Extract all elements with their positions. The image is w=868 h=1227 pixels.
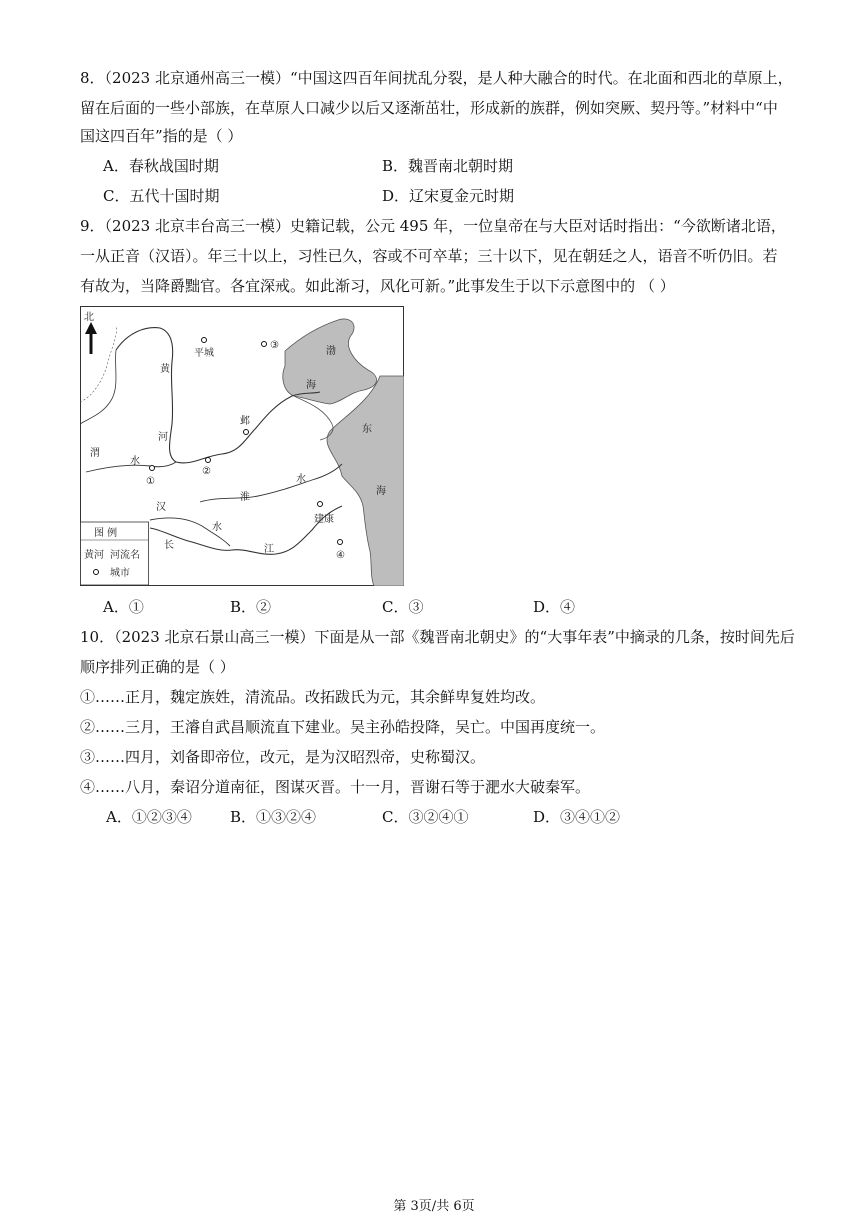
q8-option-d[interactable]: D．辽宋夏金元时期 <box>382 187 515 205</box>
q10-option-c[interactable]: C．③②④① <box>382 808 469 826</box>
q8-option-a[interactable]: A．春秋战国时期 <box>103 157 219 175</box>
marker-2-dot <box>206 458 211 463</box>
q8-stem-line-1: 8．（2023 北京通州高三一模）“中国这四百年间扰乱分裂，是人种大融合的时代。在北面和西北的草原上， <box>80 69 793 87</box>
q9-map-figure <box>80 306 404 586</box>
marker-2-label: ② <box>202 466 211 477</box>
marker-1-label: ① <box>146 476 155 487</box>
north-label: 北 <box>84 312 94 323</box>
q10-option-a[interactable]: A．①②③④ <box>106 808 192 826</box>
river-label-wei-shui: 水 <box>130 456 140 467</box>
q10-option-b[interactable]: B．①③②④ <box>230 808 317 826</box>
q10-item-4: ④……八月，秦诏分道南征，图谋灭晋。十一月，晋谢石等于淝水大破秦军。 <box>80 778 591 796</box>
city-ye-marker <box>244 430 249 435</box>
city-jiankang-label: 建康 <box>314 514 334 525</box>
sea-label-east-hai: 海 <box>376 486 386 497</box>
river-label-jiang: 江 <box>264 544 274 555</box>
legend-river-sample: 黄河 <box>84 550 104 561</box>
q8-stem-line-2: 留在后面的一些小部族，在草原人口减少以后又逐渐茁壮，形成新的族群，例如突厥、契丹等。”材料中“中 <box>80 99 778 117</box>
q10-option-d[interactable]: D．③④①② <box>533 808 621 826</box>
q9-option-b[interactable]: B．② <box>230 598 272 616</box>
legend-title: 图 例 <box>94 528 118 539</box>
sea-label-bohai-hai: 海 <box>306 380 316 391</box>
marker-3-dot <box>262 342 267 347</box>
q10-stem-line-2: 顺序排列正确的是（ ） <box>80 658 235 676</box>
q8-option-c[interactable]: C．五代十国时期 <box>103 187 220 205</box>
sea-label-dong: 东 <box>362 424 372 435</box>
q8-stem-line-3: 国这四百年”指的是（ ） <box>80 127 243 145</box>
river-label-chang: 长 <box>164 540 174 551</box>
city-pingcheng-marker <box>202 338 207 343</box>
q10-item-2: ②……三月，王濬自武昌顺流直下建业。吴主孙皓投降，吴亡。中国再度统一。 <box>80 718 606 736</box>
river-label-he: 河 <box>158 432 168 443</box>
river-label-huai-shui: 水 <box>296 474 306 485</box>
page-footer: 第 3页/共 6页 <box>393 1199 475 1214</box>
q9-stem-line-3: 有故为，当降爵黜官。各宜深戒。如此渐习，风化可新。”此事发生于以下示意图中的 （ ） <box>80 277 675 295</box>
river-label-wei: 渭 <box>90 448 100 459</box>
legend-city-desc: 城市 <box>110 568 130 579</box>
river-label-huai: 淮 <box>240 492 250 503</box>
q8-option-b[interactable]: B．魏晋南北朝时期 <box>382 157 514 175</box>
city-ye-label: 邺 <box>240 416 250 427</box>
marker-3-label: ③ <box>270 340 279 351</box>
q9-option-a[interactable]: A．① <box>103 598 144 616</box>
legend-river-desc: 河流名 <box>110 550 140 561</box>
river-label-han-shui: 水 <box>212 522 222 533</box>
marker-4-dot <box>338 540 343 545</box>
city-jiankang-marker <box>318 502 323 507</box>
q9-option-c[interactable]: C．③ <box>382 598 424 616</box>
q10-stem-line-1: 10．（2023 北京石景山高三一模）下面是从一部《魏晋南北朝史》的“大事年表”中摘录的几条，按时间先后 <box>80 628 795 646</box>
legend-city-icon <box>94 570 99 575</box>
marker-1-dot <box>150 466 155 471</box>
q10-item-1: ①……正月，魏定族姓，清流品。改拓跋氏为元，其余鲜卑复姓均改。 <box>80 688 546 706</box>
marker-4-label: ④ <box>336 550 345 561</box>
q9-map-svg <box>80 306 404 586</box>
q9-option-d[interactable]: D．④ <box>533 598 576 616</box>
river-label-huang: 黄 <box>160 364 170 375</box>
sea-label-bo: 渤 <box>326 346 336 357</box>
city-pingcheng-label: 平城 <box>194 348 214 359</box>
q10-item-3: ③……四月，刘备即帝位，改元，是为汉昭烈帝，史称蜀汉。 <box>80 748 486 766</box>
river-label-han: 汉 <box>156 502 166 513</box>
q9-stem-line-2: 一从正音（汉语）。年三十以上，习性已久，容或不可卒革；三十以下，见在朝廷之人，语音不听仍旧。若 <box>80 247 778 265</box>
q9-stem-line-1: 9．（2023 北京丰台高三一模）史籍记载，公元 495 年，一位皇帝在与大臣对话时指出：“今欲断诸北语， <box>80 217 786 235</box>
